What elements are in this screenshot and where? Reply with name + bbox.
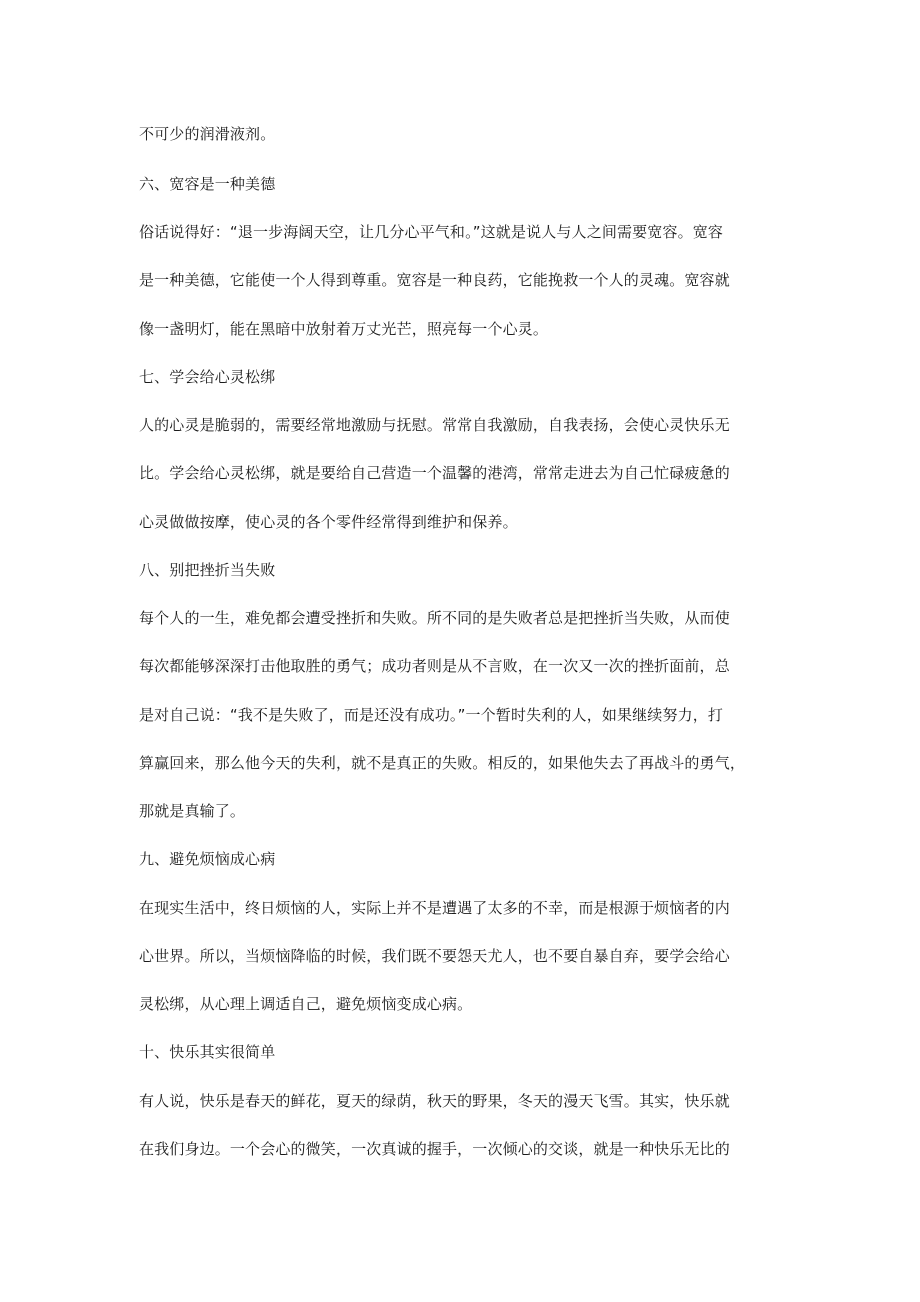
text-line: 每个人的一生，难免都会遭受挫折和失败。所不同的是失败者总是把挫折当失败，从而使 [139,609,730,627]
section-heading: 八、别把挫折当失败 [139,561,276,579]
section-heading: 十、快乐其实很简单 [139,1043,276,1061]
text-line: 算赢回来，那么他今天的失利，就不是真正的失败。相反的，如果他失去了再战斗的勇气， [139,754,746,772]
text-line: 俗话说得好：“退一步海阔天空，让几分心平气和。”这就是说人与人之间需要宽容。宽容 [139,223,724,241]
text-line: 在我们身边。一个会心的微笑，一次真诚的握手，一次倾心的交谈，就是一种快乐无比的 [139,1140,730,1158]
text-line: 灵松绑，从心理上调适自己，避免烦恼变成心病。 [139,995,473,1013]
text-line: 像一盏明灯，能在黑暗中放射着万丈光芒，照亮每一个心灵。 [139,320,549,338]
text-line: 有人说，快乐是春天的鲜花，夏天的绿荫，秋天的野果，冬天的漫天飞雪。其实，快乐就 [139,1092,730,1110]
text-line: 是一种美德，它能使一个人得到尊重。宽容是一种良药，它能挽救一个人的灵魂。宽容就 [139,271,730,289]
text-line: 心世界。所以，当烦恼降临的时候，我们既不要怨天尤人，也不要自暴自弃，要学会给心 [139,947,730,965]
text-line: 不可少的润滑液剂。 [139,125,276,143]
text-line: 在现实生活中，终日烦恼的人，实际上并不是遭遇了太多的不幸，而是根源于烦恼者的内 [139,899,730,917]
text-line: 是对自己说：“我不是失败了，而是还没有成功。”一个暂时失利的人，如果继续努力，打 [139,706,724,724]
text-line: 每次都能够深深打击他取胜的勇气；成功者则是从不言败，在一次又一次的挫折面前，总 [139,657,730,675]
text-line: 那就是真输了。 [139,802,246,820]
text-line: 人的心灵是脆弱的，需要经常地激励与抚慰。常常自我激励，自我表扬，会使心灵快乐无 [139,416,730,434]
section-heading: 九、避免烦恼成心病 [139,850,276,868]
section-heading: 七、学会给心灵松绑 [139,368,276,386]
section-heading: 六、宽容是一种美德 [139,175,276,193]
text-line: 心灵做做按摩，使心灵的各个零件经常得到维护和保养。 [139,513,518,531]
text-line: 比。学会给心灵松绑，就是要给自己营造一个温馨的港湾，常常走进去为自己忙碌疲惫的 [139,464,730,482]
